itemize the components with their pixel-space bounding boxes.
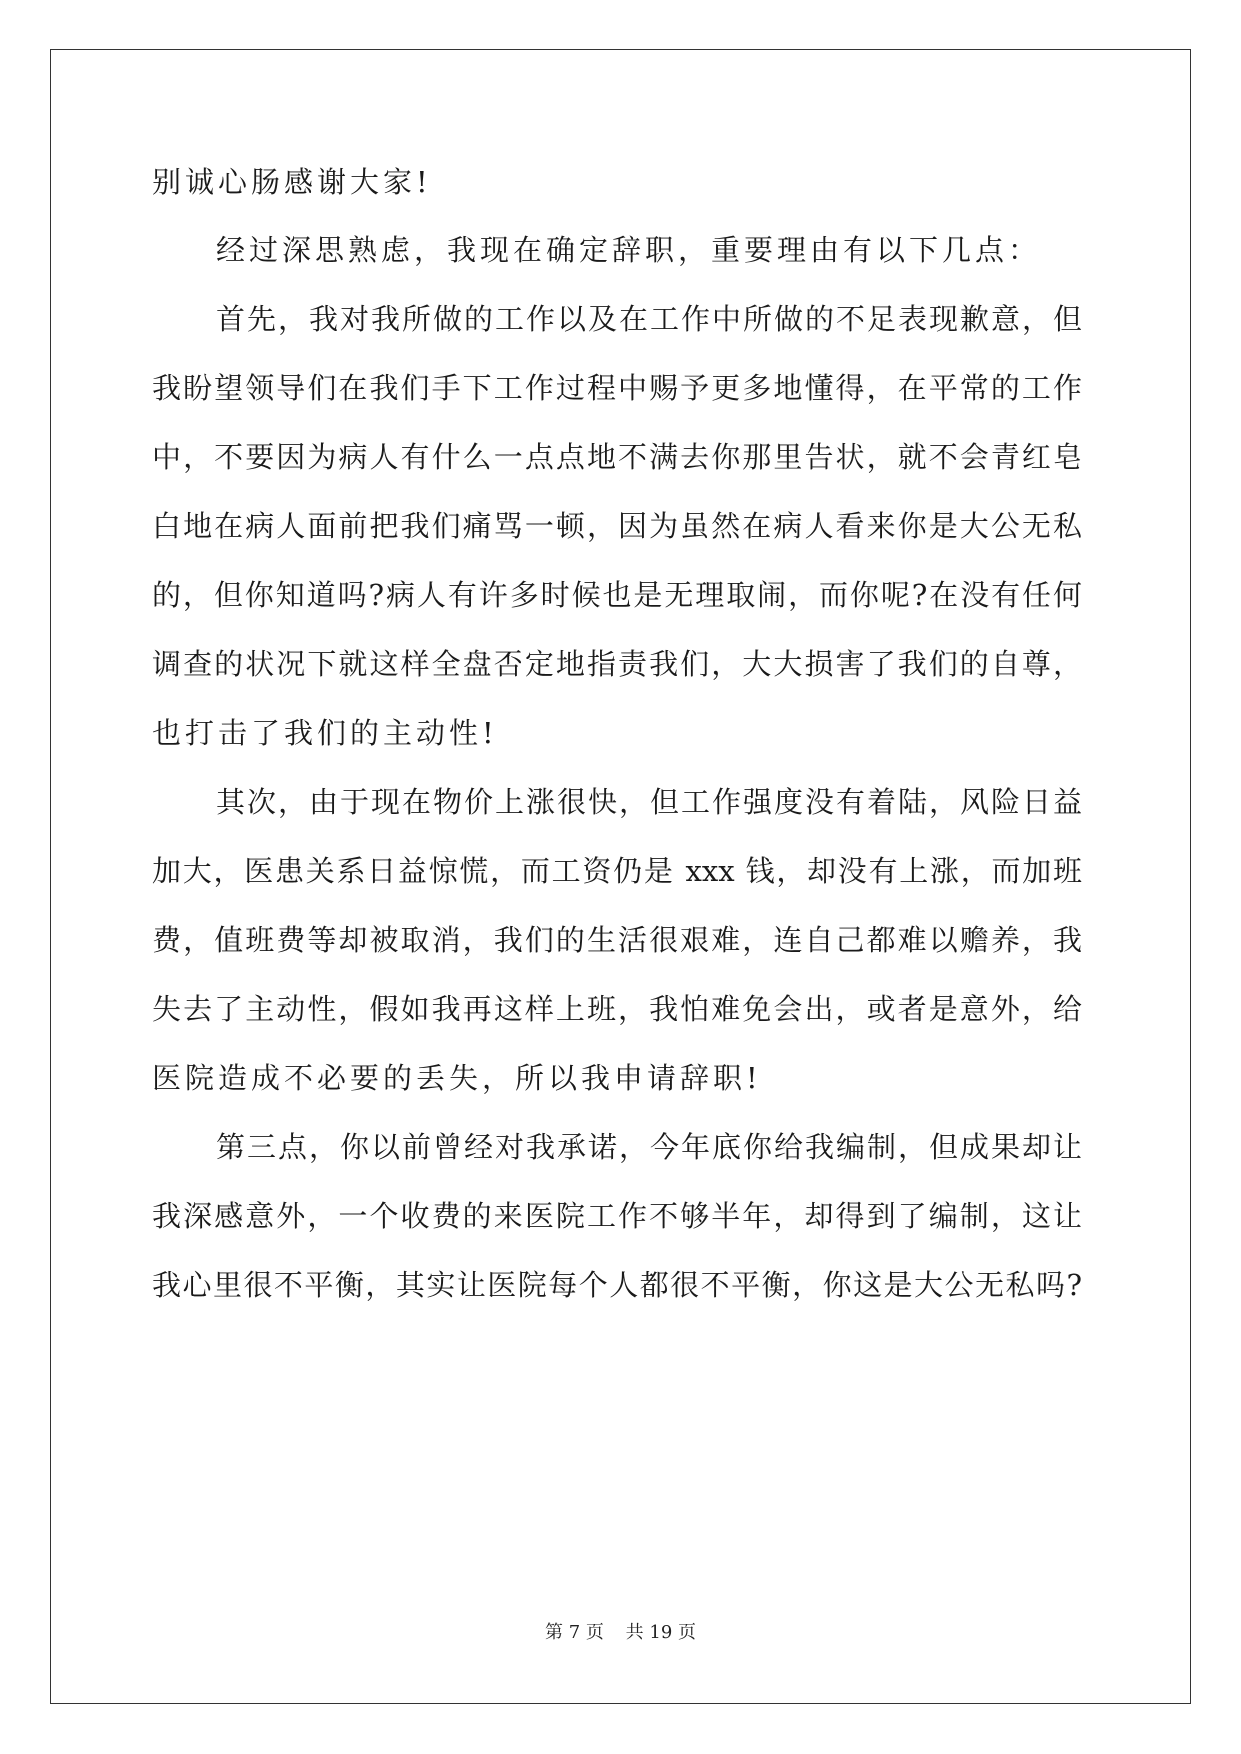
paragraph-first-line: 经过深思熟虑，我现在确定辞职，重要理由有以下几点：: [216, 233, 1042, 267]
text-line: 中，不要因为病人有什么一点点地不满去你那里告状，就不会青红皂: [152, 440, 1082, 474]
page-total: 共 19 页: [625, 1622, 696, 1643]
page-number: 第 7 页: [545, 1622, 604, 1643]
text-line: 我盼望领导们在我们手下工作过程中赐予更多地懂得，在平常的工作: [152, 371, 1082, 405]
text-line: 医院造成不必要的丢失，所以我申请辞职!: [152, 1061, 762, 1095]
paragraph-first-line: 第三点，你以前曾经对我承诺，今年底你给我编制，但成果却让: [216, 1130, 1082, 1164]
paragraph-first-line: 首先，我对我所做的工作以及在工作中所做的不足表现歉意，但: [216, 302, 1082, 336]
text-line: 我深感意外，一个收费的来医院工作不够半年，却得到了编制，这让: [152, 1199, 1082, 1233]
page-footer: [0, 1621, 1241, 1645]
text-line: 失去了主动性，假如我再这样上班，我怕难免会出，或者是意外，给: [152, 992, 1082, 1026]
text-line: 也打击了我们的主动性!: [152, 716, 498, 750]
text-line: 费，值班费等却被取消，我们的生活很艰难，连自己都难以赡养，我: [152, 923, 1082, 957]
text-line: 白地在病人面前把我们痛骂一顿，因为虽然在病人看来你是大公无私: [152, 509, 1082, 543]
text-line: 调查的状况下就这样全盘否定地指责我们，大大损害了我们的自尊，: [152, 647, 1082, 681]
text-line: 的，但你知道吗?病人有许多时候也是无理取闹，而你呢?在没有任何: [152, 578, 1082, 612]
paragraph-first-line: 其次，由于现在物价上涨很快，但工作强度没有着陆，风险日益: [216, 785, 1082, 819]
text-line: 加大，医患关系日益惊慌，而工资仍是 xxx 钱，却没有上涨，而加班: [152, 854, 1082, 888]
text-line: 别诚心肠感谢大家!: [152, 165, 432, 199]
text-line: 我心里很不平衡，其实让医院每个人都很不平衡，你这是大公无私吗?: [152, 1268, 1082, 1302]
